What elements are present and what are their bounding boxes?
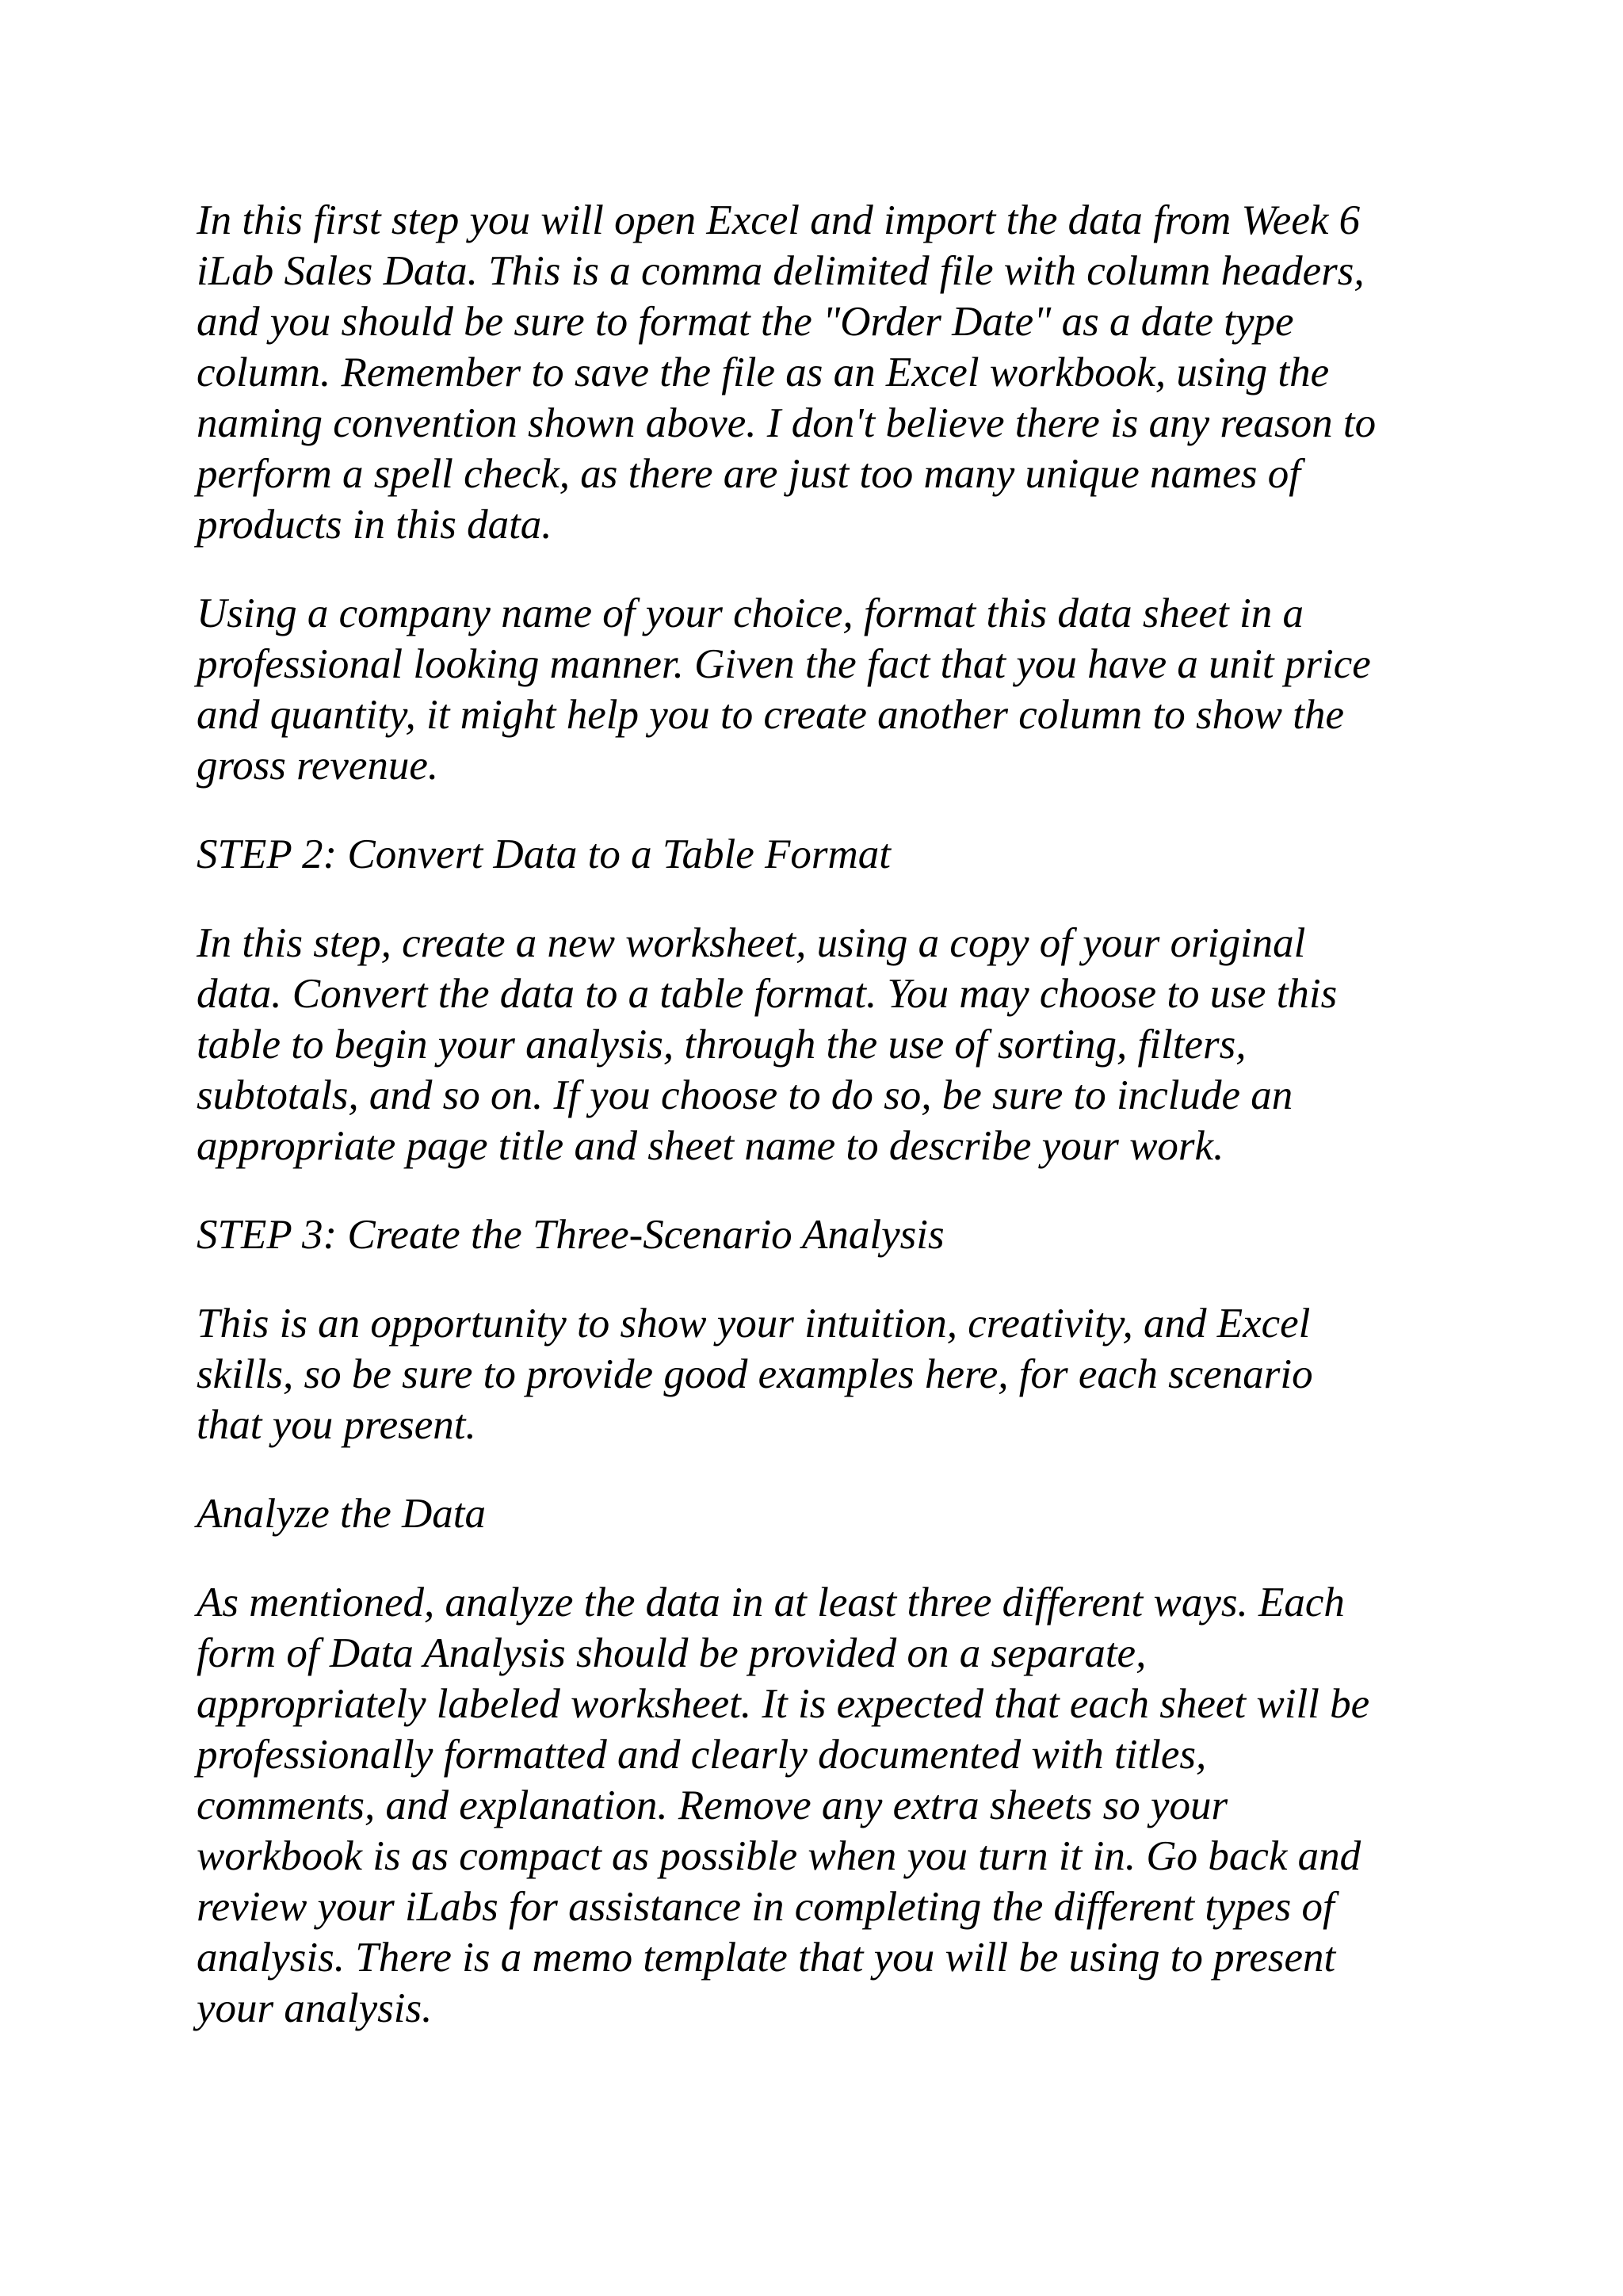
paragraph-import-data: In this first step you will open Excel and import the data from Week 6 iLab Sales Data. This is a comma delimited file with column headers, and you should be sure to format the "Order Date" as a date type column. Remember to save the file as an Excel workbook, using the naming convention shown above. I don't believe there is any reason to perform a spell check, as there are just too many unique names of products in this data. bbox=[197, 197, 1377, 548]
heading-analyze-data: Analyze the Data bbox=[197, 1491, 487, 1537]
heading-step-2: STEP 2: Convert Data to a Table Format bbox=[197, 831, 892, 877]
paragraph-table-format: In this step, create a new worksheet, using a copy of your original data. Convert the data to a table format. You may choose to use this table to begin your analysis, through the use of sorting, filters, subtotals, and so on. If you choose to do so, be sure to include an appropriate page title and sheet name to describe your work. bbox=[197, 920, 1338, 1169]
paragraph-analyze-data: As mentioned, analyze the data in at least three different ways. Each form of Data Analysis should be provided on a separate, appropriately labeled worksheet. It is expected that each sheet will be professionally formatted and clearly documented with titles, comments, and explanation. Remove any extra sheets so your workbook is as compact as possible when you turn it in. Go back and review your iLabs for assistance in completing the different types of analysis. There is a memo template that you will be using to present your analysis. bbox=[197, 1580, 1370, 2031]
paragraph-format-sheet: Using a company name of your choice, format this data sheet in a professional looking manner. Given the fact that you have a unit price and quantity, it might help you to create another column to show the gross revenue. bbox=[197, 590, 1371, 789]
heading-step-3: STEP 3: Create the Three-Scenario Analysis bbox=[197, 1212, 945, 1258]
document-page bbox=[197, 195, 1465, 2072]
paragraph-scenario-analysis: This is an opportunity to show your intuition, creativity, and Excel skills, so be sure to provide good examples here, for each scenario that you present. bbox=[197, 1301, 1313, 1448]
